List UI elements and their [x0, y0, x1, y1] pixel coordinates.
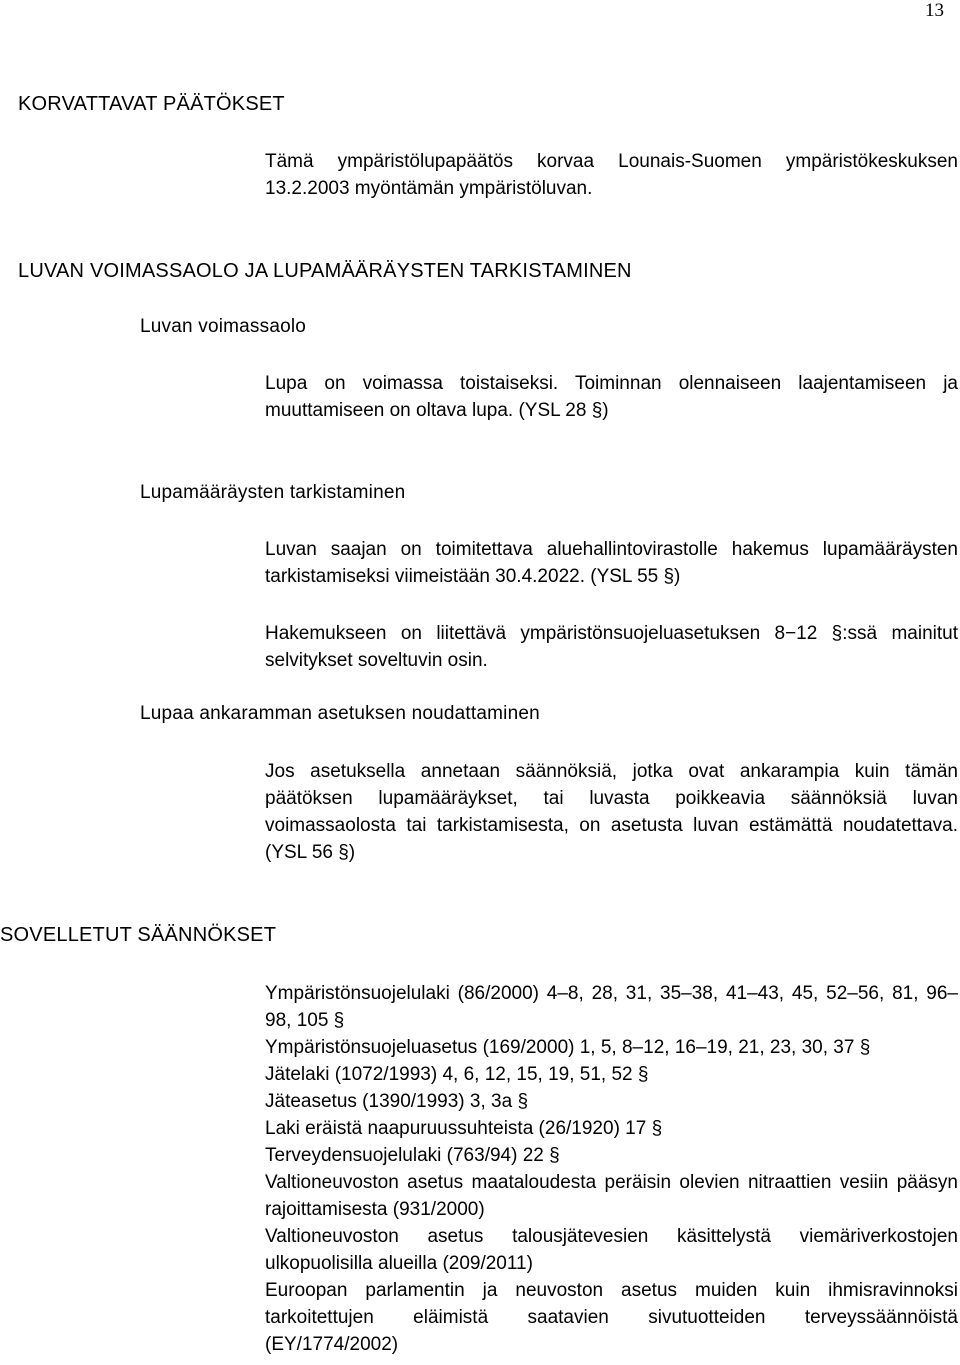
subheading-lupamaaraysten-tarkistaminen: Lupamääräysten tarkistaminen — [140, 482, 406, 503]
paragraph-tarkistaminen-liitteet: Hakemukseen on liitettävä ympäristönsuojeluasetuksen 8−12 §:ssä mainitut selvitykset soveltuvin osin. — [265, 623, 958, 671]
statute-item: Ympäristönsuojeluasetus (169/2000) 1, 5, 8–12, 16–19, 21, 23, 30, 37 § — [265, 1037, 871, 1058]
paragraph-ankaramman-asetuksen-noudattaminen: Jos asetuksella annetaan säännöksiä, jotka ovat ankarampia kuin tämän päätöksen lupamääräykset, tai luvasta poikkeavia säännöksiä luvan voimassaolosta tai tarkistamisesta, on asetusta luvan estämättä noudatettava. (YSL 56 §) — [265, 761, 958, 863]
statute-item: Euroopan parlamentin ja neuvoston asetus muiden kuin ihmisravinnoksi tarkoitettujen eläimistä saatavien sivutuotteiden terveyssäännöistä (EY/1774/2002) — [265, 1280, 958, 1355]
heading-luvan-voimassaolo-ja-tarkistaminen: LUVAN VOIMASSAOLO JA LUPAMÄÄRÄYSTEN TARKISTAMINEN — [18, 260, 632, 282]
paragraph-tarkistaminen-hakemus: Luvan saajan on toimitettava aluehallintovirastolle hakemus lupamääräysten tarkistamiseksi viimeistään 30.4.2022. (YSL 55 §) — [265, 539, 958, 587]
statute-item: Jätelaki (1072/1993) 4, 6, 12, 15, 19, 51, 52 § — [265, 1064, 649, 1085]
statute-item: Terveydensuojelulaki (763/94) 22 § — [265, 1145, 560, 1166]
heading-korvattavat-paatokset: KORVATTAVAT PÄÄTÖKSET — [18, 93, 285, 115]
paragraph-luvan-voimassaolo: Lupa on voimassa toistaiseksi. Toiminnan olennaiseen laajentamiseen ja muuttamiseen on oltava lupa. (YSL 28 §) — [265, 373, 958, 421]
paragraph-korvattavat: Tämä ympäristölupapäätös korvaa Lounais-Suomen ympäristökeskuksen 13.2.2003 myöntämän ympäristöluvan. — [265, 151, 958, 199]
page-number: 13 — [925, 0, 944, 21]
subheading-ankaramman-asetuksen-noudattaminen: Lupaa ankaramman asetuksen noudattaminen — [140, 703, 540, 724]
subheading-luvan-voimassaolo: Luvan voimassaolo — [140, 316, 307, 337]
statute-item: Jäteasetus (1390/1993) 3, 3a § — [265, 1091, 529, 1112]
statute-list — [265, 980, 958, 1358]
statute-item: Valtioneuvoston asetus maataloudesta peräisin olevien nitraattien vesiin pääsyn rajoittamisesta (931/2000) — [265, 1172, 958, 1220]
heading-sovelletut-saannokset: SOVELLETUT SÄÄNNÖKSET — [0, 924, 277, 946]
statute-item: Ympäristönsuojelulaki (86/2000) 4–8, 28, 31, 35–38, 41–43, 45, 52–56, 81, 96–98, 105 § — [265, 983, 958, 1031]
statute-item: Laki eräistä naapuruussuhteista (26/1920) 17 § — [265, 1118, 663, 1139]
statute-item: Valtioneuvoston asetus talousjätevesien käsittelystä viemäriverkostojen ulkopuolisilla alueilla (209/2011) — [265, 1226, 958, 1274]
